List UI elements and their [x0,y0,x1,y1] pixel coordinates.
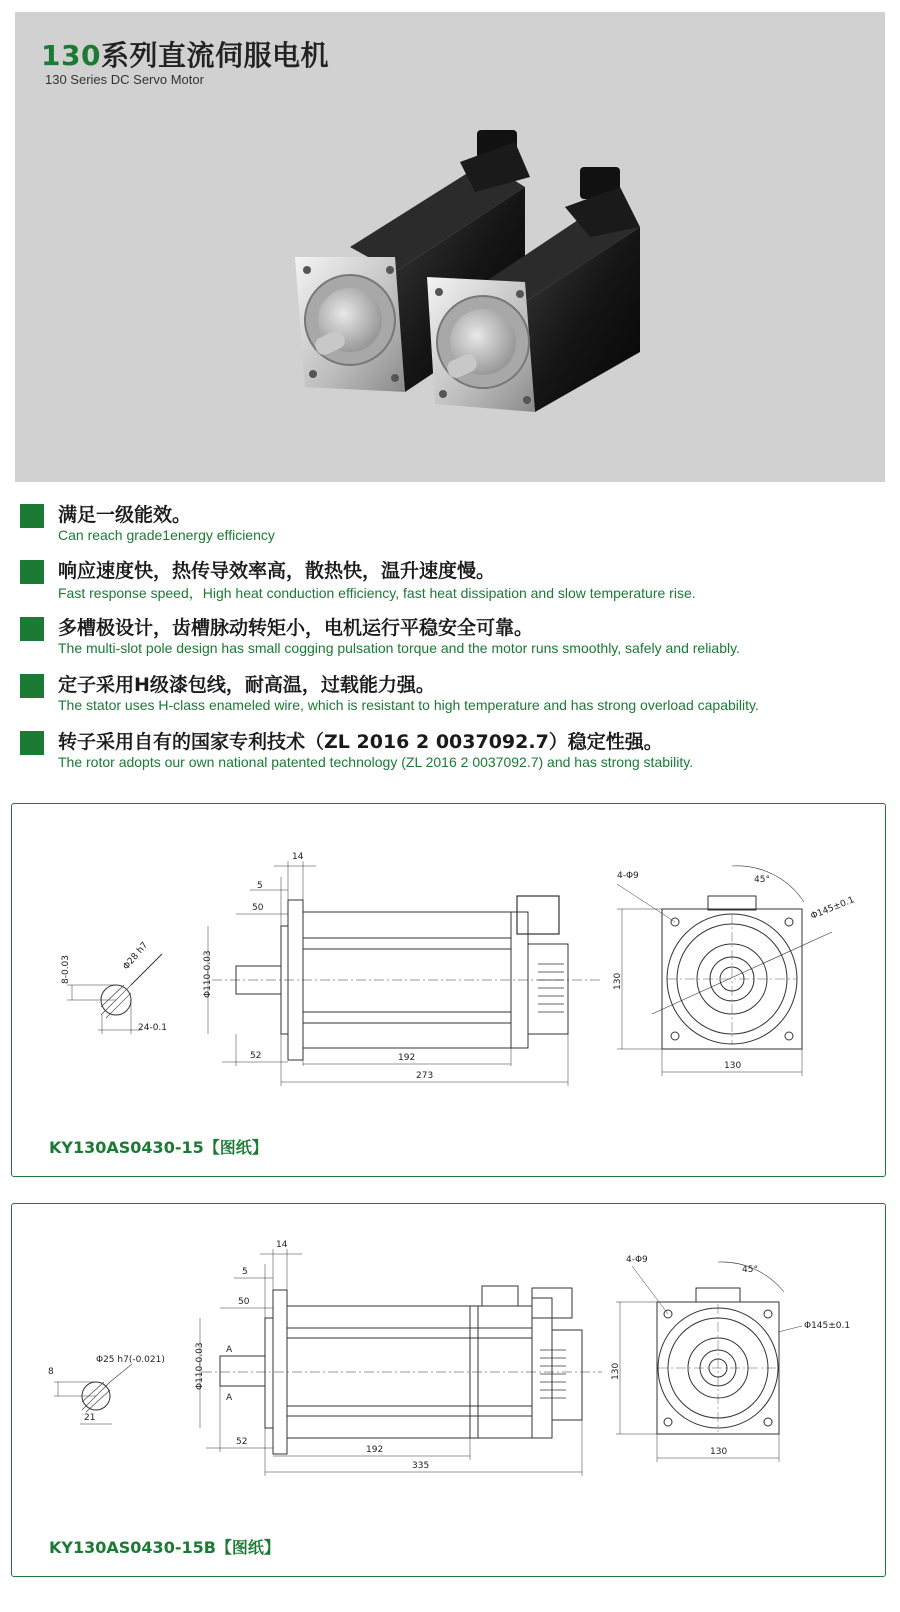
dim-5: 5 [257,881,263,891]
dim-14: 14 [292,852,304,862]
feature-item [20,556,890,606]
feature-en: The multi-slot pole design has small cogging pulsation torque and the motor runs smoothly, safely and reliably. [58,640,740,656]
drawing-link[interactable]: 【图纸】 [203,1138,268,1157]
page-subtitle: 130 Series DC Servo Motor [45,72,204,87]
section-a-bottom: A [226,1393,233,1403]
title-number: 130 [41,39,101,72]
motor-side-view [212,896,602,1060]
feature-cn: 转子采用自有的国家专利技术（ZL 2016 2 0037092.7）稳定性强。 [58,731,663,753]
drawing-label-2[interactable] [49,1535,280,1558]
feature-en: Fast response speed，High heat conduction efficiency, fast heat dissipation and slow temperature rise. [58,585,696,601]
dim-130-side: 130 [611,1362,621,1380]
section-a-top: A [226,1345,233,1355]
dim-130-side: 130 [613,972,623,990]
dim-shaft: Φ28 h7 [121,940,151,973]
dim-holes: 4-Φ9 [617,871,639,881]
dim-shaft: Φ25 h7(-0.021) [96,1355,165,1365]
dim-130-bottom: 130 [724,1061,742,1071]
dim-130-bottom: 130 [710,1447,728,1457]
model-name: KY130AS0430-15 [49,1138,204,1157]
feature-cn: 多槽极设计，齿槽脉动转矩小，电机运行平稳安全可靠。 [58,617,534,639]
drawing-panel-1 [11,803,886,1177]
bullet-square-icon [20,674,44,698]
drawing-label-1[interactable] [49,1135,268,1158]
motor-front-view [617,866,832,1076]
bullet-square-icon [20,731,44,755]
feature-cn: 满足一级能效。 [58,504,192,526]
dim-50: 50 [252,903,264,913]
feature-en: The rotor adopts our own national patented technology (ZL 2016 2 0037092.7) and has strong stability. [58,754,694,770]
dim-angle: 45° [742,1265,758,1275]
motor-product-image [15,12,885,482]
model-name: KY130AS0430-15B [49,1538,216,1557]
feature-item [20,500,890,550]
dim-14: 14 [276,1240,288,1250]
feature-item [20,670,890,720]
dim-holes: 4-Φ9 [626,1255,648,1265]
dim-192: 192 [366,1445,384,1455]
motor-front-view [616,1262,802,1462]
dim-pcd: Φ145±0.1 [804,1321,851,1331]
dim-52: 52 [236,1437,248,1447]
technical-drawing-2 [12,1204,884,1576]
dim-keyh: 21 [84,1413,96,1423]
technical-drawing-1 [12,804,884,1176]
dim-pilot: Φ110-0.03 [203,950,213,998]
dim-pcd: Φ145±0.1 [809,895,856,922]
feature-en: The stator uses H-class enameled wire, which is resistant to high temperature and has strong overload capability. [58,697,759,713]
drawing-panel-2 [11,1203,886,1577]
title-text: 系列直流伺服电机 [100,39,329,72]
dim-pilot: Φ110-0.03 [195,1342,205,1390]
dim-50: 50 [238,1297,250,1307]
dim-key: 8 [48,1367,54,1377]
feature-item [20,727,890,777]
bullet-square-icon [20,560,44,584]
dim-key: 8-0.03 [61,954,71,984]
bullet-square-icon [20,504,44,528]
motor-side-view [202,1286,602,1454]
feature-item [20,613,890,663]
dim-total: 273 [416,1071,434,1081]
shaft-section-view [67,954,162,1034]
dim-keyh: 24-0.1 [138,1023,168,1033]
feature-cn: 定子采用H级漆包线，耐高温，过载能力强。 [58,674,435,696]
feature-cn: 响应速度快，热传导效率高，散热快，温升速度慢。 [58,560,496,582]
dim-52: 52 [250,1051,262,1061]
bullet-square-icon [20,617,44,641]
drawing-link[interactable]: 【图纸】 [215,1538,280,1557]
dim-angle: 45° [754,875,770,885]
dim-total: 335 [412,1461,430,1471]
feature-en: Can reach grade1energy efficiency [58,527,275,543]
hero-banner [15,12,885,482]
dim-192: 192 [398,1053,416,1063]
dim-5: 5 [242,1267,248,1277]
